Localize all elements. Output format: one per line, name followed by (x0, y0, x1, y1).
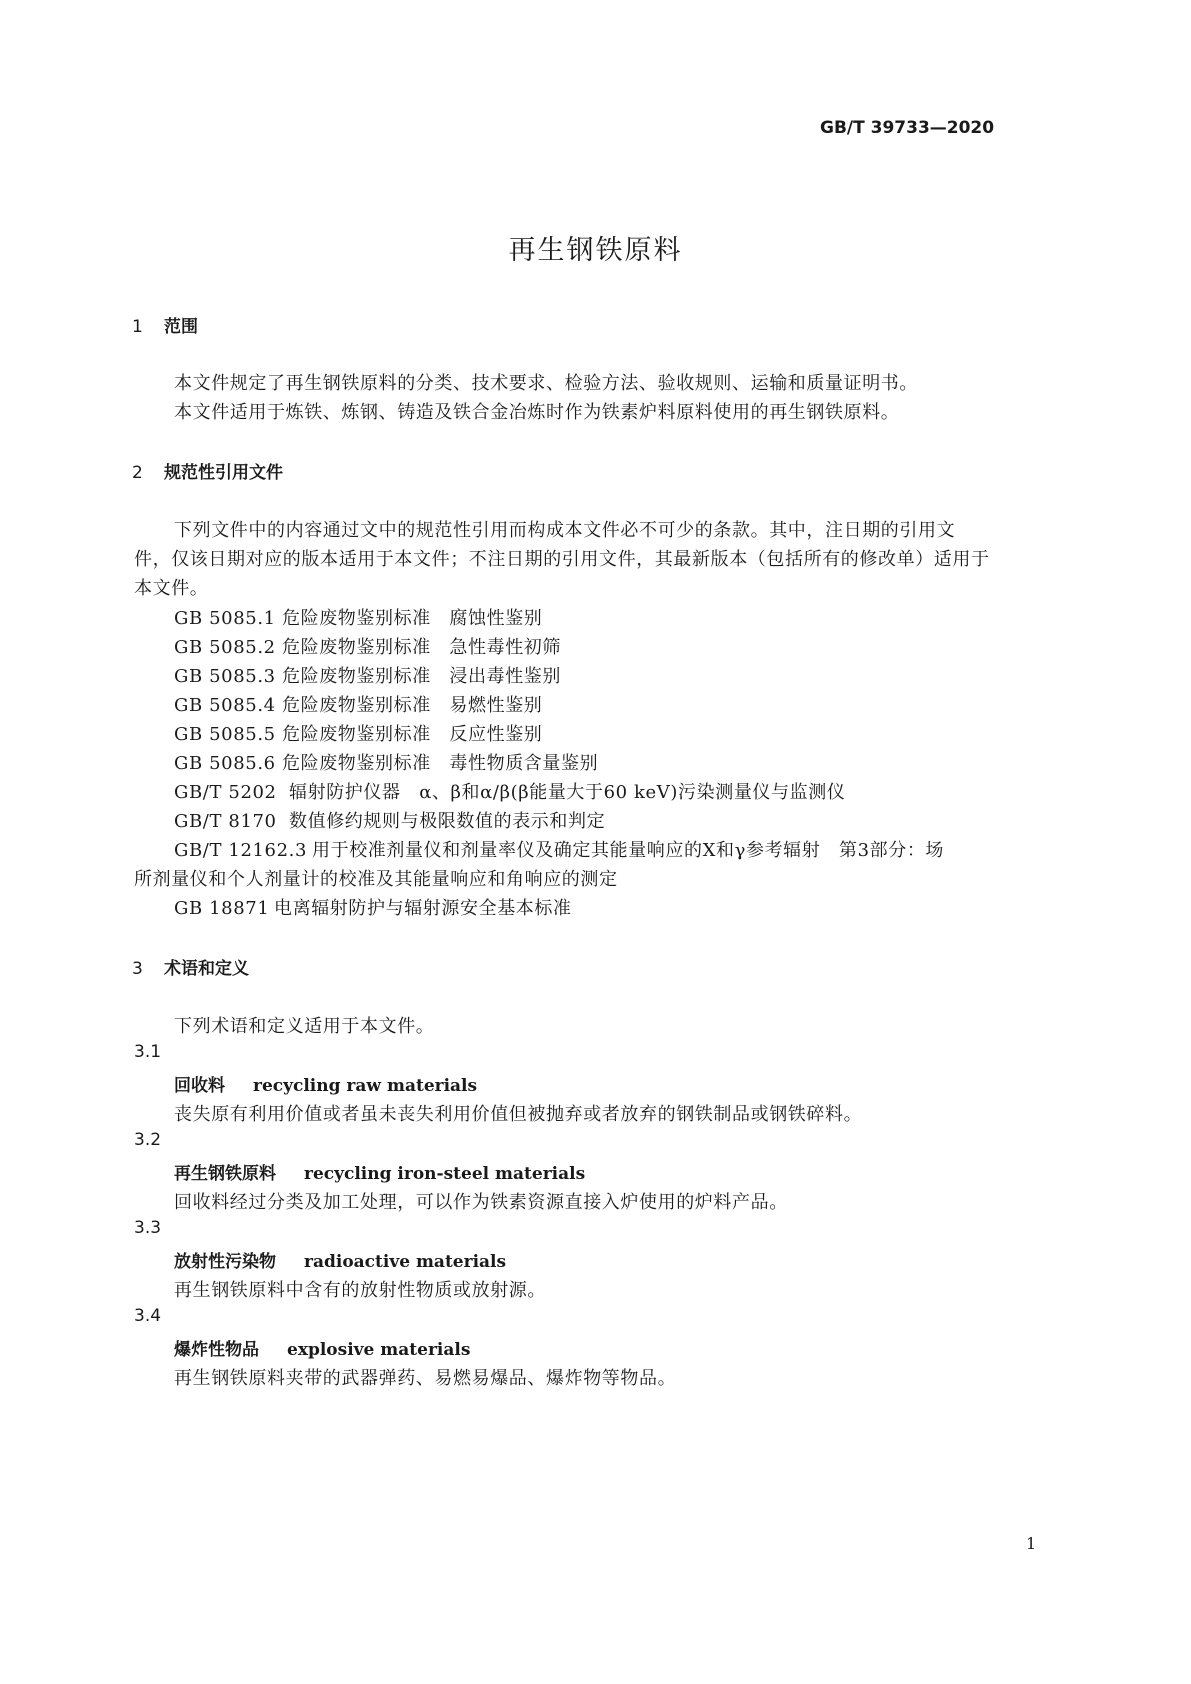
reference-code: GB 18871 (174, 898, 270, 919)
term-en: explosive materials (287, 1340, 471, 1360)
term-definition: 再生钢铁原料中含有的放射性物质或放射源。 (174, 1280, 546, 1301)
reference-code: GB 5085.1 (174, 608, 276, 629)
reference-item (174, 691, 542, 717)
reference-item (174, 662, 561, 688)
reference-title: 电离辐射防护与辐射源安全基本标准 (274, 898, 572, 919)
term-number: 3.2 (134, 1130, 162, 1150)
reference-item (174, 604, 542, 630)
reference-title: 辐射防护仪器 α、β和α/β(β能量大于60 keV)污染测量仪与监测仪 (289, 782, 846, 803)
reference-title: 用于校准剂量仪和剂量率仪及确定其能量响应的X和γ参考辐射 第3部分：场 (312, 840, 945, 861)
term-zh: 再生钢铁原料 (174, 1164, 276, 1184)
reference-code: GB 5085.2 (174, 637, 276, 658)
reference-item (174, 778, 845, 804)
term-zh: 回收料 (174, 1076, 225, 1096)
term-number: 3.4 (134, 1306, 162, 1326)
paragraph: 本文件适用于炼铁、炼钢、铸造及铁合金冶炼时作为铁素炉料原料使用的再生钢铁原料。 (174, 402, 900, 423)
reference-code: GB/T 5202 (174, 782, 277, 803)
term-heading (174, 1247, 506, 1272)
term-number: 3.3 (134, 1218, 162, 1238)
reference-title: 危险废物鉴别标准 腐蚀性鉴别 (282, 608, 543, 629)
reference-code: GB 5085.4 (174, 695, 276, 716)
reference-title: 所剂量仪和个人剂量计的校准及其能量响应和角响应的测定 (134, 869, 618, 890)
section-heading (132, 312, 198, 337)
paragraph: 下列术语和定义适用于本文件。 (174, 1016, 435, 1037)
reference-title: 危险废物鉴别标准 反应性鉴别 (282, 724, 543, 745)
reference-code: GB 5085.6 (174, 753, 276, 774)
reference-title: 危险废物鉴别标准 急性毒性初筛 (282, 637, 561, 658)
reference-title: 危险废物鉴别标准 浸出毒性鉴别 (282, 666, 561, 687)
reference-title: 数值修约规则与极限数值的表示和判定 (289, 811, 606, 832)
reference-item (134, 865, 618, 891)
term-heading (174, 1159, 585, 1184)
reference-item (174, 807, 605, 833)
reference-item (174, 894, 572, 920)
reference-title: 危险废物鉴别标准 毒性物质含量鉴别 (282, 753, 599, 774)
term-zh: 放射性污染物 (174, 1252, 276, 1272)
section-number: 2 (132, 463, 143, 483)
term-en: recycling raw materials (253, 1076, 478, 1096)
section-number: 1 (132, 317, 143, 337)
reference-code: GB 5085.5 (174, 724, 276, 745)
page-number: 1 (1026, 1534, 1037, 1553)
section-heading (132, 954, 249, 979)
reference-code: GB/T 8170 (174, 811, 277, 832)
term-number: 3.1 (134, 1042, 162, 1062)
term-heading (174, 1335, 470, 1360)
reference-code: GB/T 12162.3 (174, 840, 308, 861)
reference-item (174, 720, 542, 746)
section-number: 3 (132, 959, 143, 979)
document-title: 再生钢铁原料 (508, 235, 683, 266)
term-heading (174, 1071, 477, 1096)
reference-item (174, 633, 561, 659)
standard-code: GB/T 39733—2020 (820, 118, 995, 138)
term-zh: 爆炸性物品 (174, 1340, 259, 1360)
reference-item (174, 749, 598, 775)
paragraph: 下列文件中的内容通过文中的规范性引用而构成本文件必不可少的条款。其中，注日期的引用文 (174, 520, 956, 541)
paragraph: 本文件规定了再生钢铁原料的分类、技术要求、检验方法、验收规则、运输和质量证明书。 (174, 373, 918, 394)
section-title: 术语和定义 (164, 959, 249, 979)
section-title: 规范性引用文件 (164, 463, 283, 483)
term-definition: 再生钢铁原料夹带的武器弹药、易燃易爆品、爆炸物等物品。 (174, 1368, 677, 1389)
reference-code: GB 5085.3 (174, 666, 276, 687)
term-en: recycling iron-steel materials (304, 1164, 586, 1184)
term-definition: 丧失原有利用价值或者虽未丧失利用价值但被抛弃或者放弃的钢铁制品或钢铁碎料。 (174, 1104, 863, 1125)
term-en: radioactive materials (304, 1252, 507, 1272)
section-heading (132, 458, 283, 483)
term-definition: 回收料经过分类及加工处理，可以作为铁素资源直接入炉使用的炉料产品。 (174, 1192, 788, 1213)
paragraph: 本文件。 (134, 578, 209, 599)
reference-title: 危险废物鉴别标准 易燃性鉴别 (282, 695, 543, 716)
reference-item (174, 836, 944, 862)
section-title: 范围 (164, 317, 198, 337)
paragraph: 件，仅该日期对应的版本适用于本文件；不注日期的引用文件，其最新版本（包括所有的修改单）适用于 (134, 549, 990, 570)
